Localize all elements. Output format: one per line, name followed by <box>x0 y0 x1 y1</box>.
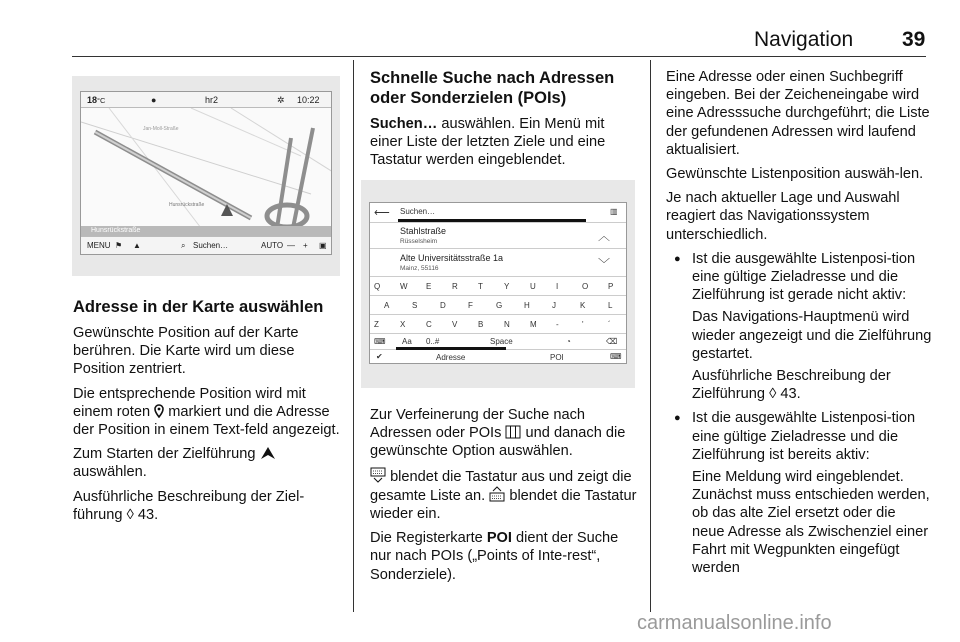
chevron-down-icon[interactable]: ﹀ <box>598 257 611 271</box>
case-key[interactable]: Aa <box>402 337 412 346</box>
page-section-title: Navigation <box>754 28 854 51</box>
keyboard-row-a <box>370 296 626 315</box>
list-item[interactable]: Alte Universitätsstraße 1a Mainz, 55116 ﹀ <box>370 249 626 277</box>
temperature: 18°C <box>87 95 106 105</box>
key[interactable]: P <box>608 282 614 291</box>
list-item[interactable]: Stahlstraße Rüsselsheim ︿ <box>370 223 626 249</box>
clock: 10:22 <box>297 95 320 105</box>
column-3 <box>666 68 932 583</box>
voice-icon[interactable]: ◔ <box>566 337 571 346</box>
map-status-bar <box>81 92 331 108</box>
keyboard-show-icon <box>489 486 505 502</box>
column-2 <box>370 68 638 176</box>
settings-icon[interactable]: ▣ <box>319 241 327 250</box>
column-1 <box>73 297 341 530</box>
key[interactable]: Q <box>374 282 381 291</box>
map-toolbar <box>81 236 331 254</box>
pin-icon: ● <box>151 95 157 105</box>
search-screen <box>369 202 627 364</box>
header-rule <box>72 56 926 57</box>
key[interactable]: N <box>504 320 510 329</box>
section-heading-search: Schnelle Suche nach Adressen oder Sonderzielen (POIs) <box>370 69 615 107</box>
key[interactable]: V <box>452 320 458 329</box>
poi-category-icon[interactable]: ▥ <box>610 207 618 216</box>
chevron-up-icon[interactable]: ︿ <box>598 229 611 243</box>
tab-address[interactable]: Adresse <box>436 353 466 362</box>
keyboard-icon[interactable]: ⌨ <box>374 337 386 346</box>
key[interactable]: C <box>426 320 432 329</box>
column-divider-2 <box>650 60 651 612</box>
watermark: carmanualsonline.info <box>637 612 832 634</box>
key[interactable]: E <box>426 282 432 291</box>
search-input[interactable]: Suchen… <box>400 207 436 216</box>
map-screen <box>80 91 332 255</box>
svg-text:Jan-Moll-Straße: Jan-Moll-Straße <box>143 126 179 132</box>
station-label: hr2 <box>205 95 219 105</box>
navigation-arrow-icon <box>260 446 276 460</box>
keyboard-show-icon[interactable]: ⌨ <box>610 352 622 361</box>
key[interactable]: D <box>440 301 446 310</box>
key[interactable]: U <box>530 282 536 291</box>
back-arrow-icon[interactable]: ⟵ <box>374 207 390 219</box>
paragraph: Die Registerkarte POI dient der Suche nur nach POIs („Points of Inte‐rest“, Sonderziele). <box>370 530 619 583</box>
paragraph: blendet die Tastatur aus und zeigt die gesamte Liste an. blendet die Tastatur wieder ein. <box>370 468 637 523</box>
key[interactable]: L <box>608 301 613 310</box>
key[interactable]: T <box>478 282 483 291</box>
key[interactable]: X <box>400 320 406 329</box>
paragraph: Je nach aktueller Lage und Auswahl reagiert das Navigationssystem unterschiedlich. <box>666 190 900 243</box>
column-divider-1 <box>353 60 354 612</box>
poi-category-icon <box>505 425 521 439</box>
check-icon[interactable]: ✔ <box>376 352 383 361</box>
key[interactable]: S <box>412 301 418 310</box>
key[interactable]: ´ <box>608 320 611 329</box>
auto-zoom-button[interactable]: AUTO <box>261 241 284 250</box>
key[interactable]: J <box>552 301 556 310</box>
key[interactable]: H <box>524 301 530 310</box>
map-pin-icon <box>154 404 164 418</box>
tab-poi[interactable]: POI <box>550 353 564 362</box>
key[interactable]: M <box>530 320 537 329</box>
key[interactable]: R <box>452 282 458 291</box>
figure-keyboard-screenshot <box>361 180 635 388</box>
key[interactable]: W <box>400 282 408 291</box>
paragraph: Ausführliche Beschreibung der Ziel‐führung ◊ 43. <box>73 488 305 523</box>
key[interactable]: B <box>478 320 484 329</box>
tab-bar <box>370 350 626 364</box>
key[interactable]: - <box>556 320 559 329</box>
menu-button[interactable]: MENU <box>87 241 111 250</box>
person-icon[interactable]: ▲ <box>133 241 141 250</box>
key[interactable]: I <box>556 282 559 291</box>
search-button[interactable]: Suchen… <box>193 241 229 250</box>
paragraph: Eine Adresse oder einen Suchbegriff eingeben. Bei der Zeicheneingabe wird eine Adresssuche durchgeführt; die Liste der gefundenen Adressen wird laufend aktualisiert. <box>666 69 930 158</box>
key[interactable]: G <box>496 301 503 310</box>
keyboard-row-q <box>370 277 626 296</box>
svg-text:Hunsrückstraße: Hunsrückstraße <box>169 202 205 208</box>
street-name-bar: Hunsrückstraße <box>81 226 331 236</box>
key[interactable]: A <box>384 301 390 310</box>
keyboard-row-bottom <box>370 334 626 350</box>
zoom-out-icon[interactable]: — <box>287 241 295 250</box>
space-key[interactable]: Space <box>490 337 513 346</box>
key[interactable]: Z <box>374 320 379 329</box>
key[interactable]: K <box>580 301 586 310</box>
map-canvas[interactable] <box>81 108 332 228</box>
paragraph: Gewünschte Listenposition auswäh‐len. <box>666 166 924 183</box>
zoom-in-icon[interactable]: + <box>303 241 308 250</box>
list-item: ● Ist die ausgewählte Listenposi‐tion eine gültige Zieladresse und die Zielführung ist bereits aktiv: Eine Meldung wird eingeblendet. Zunächst muss entschieden werden, ob das alte Ziel ersetzt oder die neue Adresse als Zwischenziel einer Fahrt mit Wegpunkten eingefügt werden <box>666 409 932 577</box>
paragraph: Zum Starten der Zielführung auswählen. <box>73 445 341 481</box>
numbers-key[interactable]: 0..# <box>426 337 440 346</box>
key[interactable]: F <box>468 301 473 310</box>
section-heading-map: Adresse in der Karte auswählen <box>73 298 324 316</box>
key[interactable]: ' <box>582 320 584 329</box>
page-number: 39 <box>902 28 926 51</box>
search-underline <box>398 219 586 222</box>
page-ref-icon: ◊ <box>769 386 777 403</box>
search-bar <box>370 203 626 223</box>
key[interactable]: Y <box>504 282 510 291</box>
bullet-list <box>666 250 932 577</box>
figure-map-screenshot <box>72 76 340 276</box>
paragraph: Zur Verfeinerung der Suche nach Adressen oder POIs und danach die gewünschte Option auswählen. <box>370 407 626 460</box>
paragraph: Suchen… auswählen. Ein Menü mit einer Liste der letzten Ziele und eine Tastatur werden eingeblendet. <box>370 116 606 169</box>
flag-icon[interactable]: ⚑ <box>115 241 123 250</box>
keyboard-hide-icon <box>370 467 386 483</box>
backspace-icon[interactable]: ⌫ <box>606 337 618 346</box>
paragraph: Gewünschte Position auf der Karte berühren. Die Karte wird um diese Position zentriert. <box>73 325 299 378</box>
keyboard-row-z <box>370 315 626 334</box>
page-ref-icon: ◊ <box>126 506 134 523</box>
gear-icon: ✲ <box>277 95 285 105</box>
column-2-continued <box>370 406 642 590</box>
list-item: ● Ist die ausgewählte Listenposi‐tion eine gültige Zieladresse und die Zielführung ist gerade nicht aktiv: Das Navigations-Hauptmenü wird wieder angezeigt und die Zielführung gestartet. Ausführliche Beschreibung der Zielführung ◊ 43. <box>666 250 932 404</box>
key[interactable]: O <box>582 282 589 291</box>
paragraph: Die entsprechende Position wird mit einem roten markiert und die Adresse der Position in einem Text‐feld angezeigt. <box>73 385 340 439</box>
search-icon[interactable]: ⌕ <box>181 241 186 250</box>
